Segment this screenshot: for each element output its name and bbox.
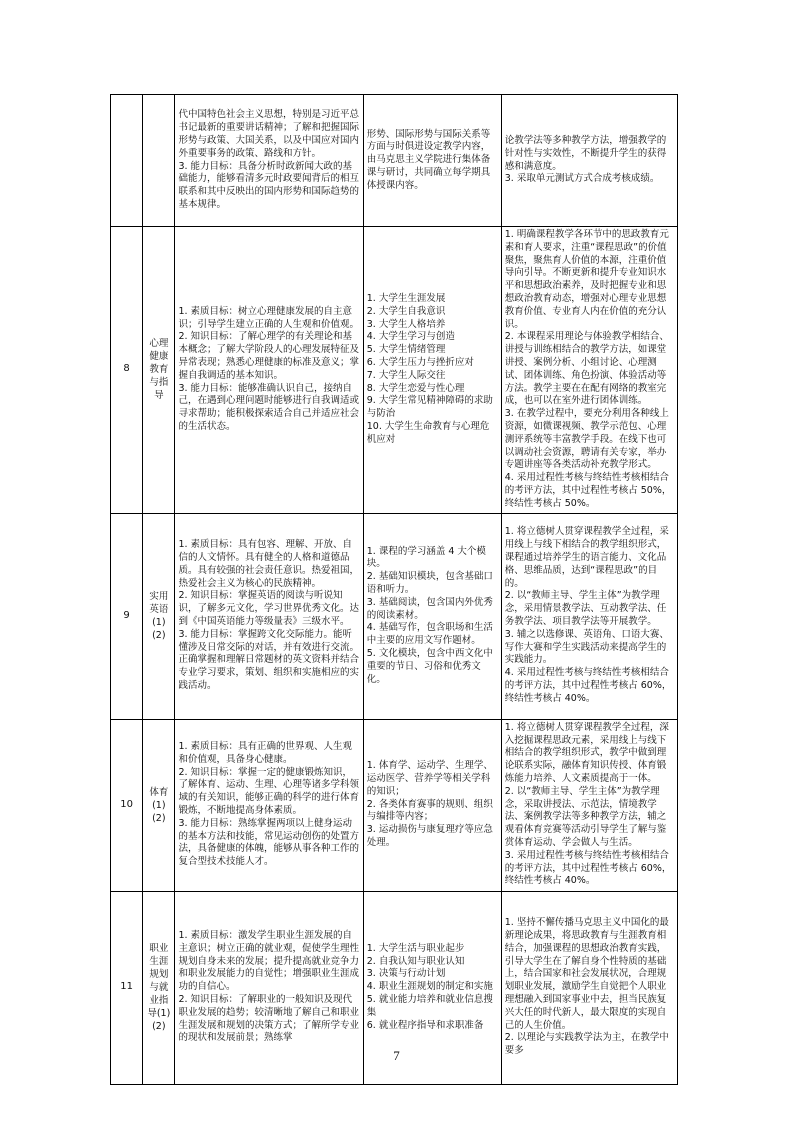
course-name-cell: 心理健康教育与指导	[143, 227, 175, 514]
course-content-item: 3. 运动损伤与康复理疗等应急处理。	[366, 824, 493, 849]
course-goal-item: 2. 知识目标：了解心理学的有关理论和基本概念；了解大学阶段人的心理发展特征及异常表现；熟悉心理健康的标准及意义；掌握自我调适的基本知识。	[178, 331, 359, 381]
course-goal-item: 3. 能力目标：具备分析时政新闻大政的基础能力，能够看清多元时政要闻背后的相互联系和其中反映出的国内形势和国际趋势的基本规律。	[178, 160, 359, 210]
course-content-cell	[363, 227, 501, 514]
course-method-item: 3. 采用过程性考核与终结性考核相结合的考评方法，其中过程性考核占 60%，终结性考核占 40%。	[504, 849, 672, 887]
course-goal-cell	[175, 513, 363, 719]
course-goal-cell	[175, 95, 363, 227]
course-goal-item: 2. 知识目标：掌握英语的阅读与听说知识，了解多元文化，学习世界优秀文化。达到《中国英语能力等级量表》三级水平。	[178, 590, 359, 628]
course-goal-cell	[175, 227, 363, 514]
table-row	[111, 95, 678, 227]
course-content-item: 6. 就业程序指导和求职准备	[366, 1019, 484, 1031]
course-table	[110, 94, 678, 1085]
table-body	[111, 95, 678, 1085]
course-content-item: 5. 就业能力培养和就业信息搜集	[366, 993, 493, 1018]
course-method-cell	[501, 95, 677, 227]
course-content-cell	[363, 719, 501, 891]
row-number-cell	[111, 95, 143, 227]
course-name-cell: 职业生涯规划与就业指导(1)(2)	[143, 891, 175, 1084]
course-content-item: 1. 大学生生涯发展	[366, 292, 446, 304]
course-method-cell	[501, 719, 677, 891]
course-content-item: 5. 大学生情绪管理	[366, 344, 446, 356]
course-goal-item: 3. 能力目标：熟练掌握两项以上健身运动的基本方法和技能，常见运动创伤的处置方法，具备健康的体魄，能够从事各种工作的复合型技术技能人才。	[178, 817, 359, 868]
row-number-cell: 9	[111, 513, 143, 719]
course-name-cell	[143, 95, 175, 227]
course-method-item: 3. 采取单元测试方式合成考核成绩。	[504, 173, 660, 185]
course-method-item: 4. 采用过程性考核与终结性考核相结合的考评方法，其中过程性考核占 60%，终结性考核占 40%。	[504, 667, 672, 704]
course-method-item: 3. 辅之以选修课、英语角、口语大赛、写作大赛和学生实践活动来提高学生的实践能力。	[504, 628, 669, 666]
course-method-item: 4. 采用过程性考核与终结性考核相结合的考评方法，其中过程性考核占 50%，终结性考核占 50%。	[504, 472, 672, 509]
course-method-item: 2. 本课程采用理论与体验教学相结合、讲授与训练相结合的教学方法，如课堂讲授、案例分析、小组讨论、心理测试、团体训练、角色扮演、体验活动等方法。教学主要在在配有网络的教室完成，也可以在室外进行团体训练。	[504, 331, 669, 407]
course-content-item: 4. 基础写作，包含职场和生活中主要的应用文写作题材。	[366, 622, 493, 647]
course-goal-item: 1. 素质目标：具有正确的世界观、人生观和价值观，具备身心健康。	[178, 741, 353, 765]
course-content-item: 9. 大学生常见精神障碍的求助与防治	[366, 395, 493, 420]
row-number-cell: 10	[111, 719, 143, 891]
course-content-cell	[363, 513, 501, 719]
page-number: 7	[393, 1048, 400, 1063]
course-content-item: 7. 大学生人际交往	[366, 369, 446, 381]
course-content-item: 1. 体育学、运动学、生理学、运动医学、营养学等相关学科的知识；	[366, 760, 493, 797]
table-row	[111, 227, 678, 514]
course-content-item: 1. 课程的学习涵盖 4 大个模块。	[366, 545, 486, 570]
course-method-item: 1. 将立德树人贯穿课程教学全过程，采用线上与线下相结合的教学组织形式，课程通过培养学生的语言能力、文化品格、思维品质，达到“课程思政”的目的。	[504, 526, 669, 589]
course-content-item: 5. 文化模块，包含中西文化中重要的节日、习俗和优秀文化。	[366, 648, 493, 685]
table-row	[111, 719, 678, 891]
row-number-cell: 8	[111, 227, 143, 514]
course-content-item: 2. 各类体育赛事的规则、组织与编排等内容；	[366, 798, 493, 823]
course-method-cell	[501, 227, 677, 514]
course-method-item: 3. 在教学过程中，要充分利用各种线上资源，如微课视频、教学示范包、心理测评系统等丰富教学手段。在线下也可以调动社会资源，聘请有关专家，举办专题讲座等各类活动补充教学形式。	[504, 408, 669, 471]
course-goal-item: 3. 能力目标：能够准确认识自己，接纳自己，在遇到心理问题时能够进行自我调适或寻求帮助；能积极探索适合自己并适应社会的生活状态。	[178, 382, 359, 432]
row-number-cell: 11	[111, 891, 143, 1084]
course-content-item: 10. 大学生生命教育与心理危机应对	[366, 420, 490, 445]
course-content-item: 3. 决策与行动计划	[366, 968, 446, 980]
course-method-item: 2. 以“教师主导、学生主体”为教学理念，采用情景教学法、互动教学法、任务教学法、项目教学法等开展教学。	[504, 590, 667, 628]
course-method-item: 1. 明确课程教学各环节中的思政教育元素和育人要求，注重“课程思政”的价值聚焦，聚焦育人价值的本源，注重价值导向引导。不断更新和提升专业知识水平和思想政治素养，及时把握专业和思想政治教育动态，增强对心理专业思想教育价值、专业育人内在价值的充分认识。	[504, 229, 669, 330]
course-content-item: 2. 大学生自我意识	[366, 305, 446, 317]
course-method-item: 论教学法等多种教学方法，增强教学的针对性与实效性，不断提升学生的获得感和满意度。	[504, 134, 667, 172]
table-row	[111, 513, 678, 719]
course-method-item: 1. 将立德树人贯穿课程教学全过程，深入挖掘课程思政元素，采用线上与线下相结合的教学组织形式，教学中做到理论联系实际，融体育知识传授、体育锻炼能力培养、人文素质提高于一体。	[504, 721, 669, 785]
course-goal-item: 2. 知识目标：了解职业的一般知识及现代职业发展的趋势；较清晰地了解自己和职业生涯发展和规划的决策方式；了解所学专业的现状和发展前景；熟练掌	[178, 993, 359, 1044]
course-method-item: 2. 以理论与实践教学法为主，在教学中要多	[504, 1032, 669, 1057]
course-content-item: 1. 大学生活与职业起步	[366, 942, 465, 954]
course-content-item: 3. 基础阅读，包含国内外优秀的阅读素材。	[366, 596, 493, 621]
course-content-item: 4. 大学生学习与创造	[366, 331, 455, 343]
course-goal-item: 2. 知识目标：掌握一定的健康锻炼知识，了解体育、运动、生理、心理等诸多学科领域的有关知识，能够正确的科学的进行体育锻炼，不断地提高身体素质。	[178, 766, 359, 817]
course-content-item: 2. 自我认知与职业认知	[366, 955, 465, 967]
course-content-cell	[363, 95, 501, 227]
course-content-item: 4. 职业生涯规划的制定和实施	[366, 981, 493, 993]
course-method-item: 1. 坚持不懈传播马克思主义中国化的最新理论成果，将思政教育与生涯教育相结合，加强课程的思想政治教育实践，引导大学生在了解自身个性特质的基础上，结合国家和社会发展状况，合理规划职业发展，激励学生自觉把个人职业理想融入到国家事业中去，担当民族复兴大任的时代新人，最大限度的实现自己的人生价值。	[504, 917, 669, 1031]
course-method-cell	[501, 513, 677, 719]
course-goal-item: 1. 素质目标：激发学生职业生涯发展的自主意识；树立正确的就业观，促使学生理性规划自身未来的发展；提升提高就业竞争力和职业发展能力的自觉性；增强职业生涯成功的自信心。	[178, 929, 359, 993]
course-goal-cell	[175, 719, 363, 891]
course-goal-item: 3. 能力目标：掌握跨文化交际能力。能听懂涉及日常交际的对话，并有效进行交流。正确掌握和理解日常题材的英文资料并结合专业学习要求，策划、组织和实施相应的实践活动。	[178, 628, 359, 692]
course-goal-item: 1. 素质目标：树立心理健康发展的自主意识；引导学生建立正确的人生观和价值观。	[178, 305, 359, 330]
course-content-item: 形势、国际形势与国际关系等方面与时俱进设定教学内容，由马克思主义学院进行集体备课与研讨，共同确立每学期具体授课内容。	[366, 128, 491, 191]
course-goal-item: 代中国特色社会主义思想，特别是习近平总书记最新的重要讲话精神；了解和把握国际形势与政策、大国关系，以及中国应对国内外重要事务的政策、路线和方针。	[178, 109, 359, 159]
course-name-cell: 体育(1)(2)	[143, 719, 175, 891]
course-goal-item: 1. 素质目标：具有包容、理解、开放、自信的人文情怀。具有健全的人格和道德品质。具有较强的社会责任意识。热爱祖国，热爱社会主义为核心的民族精神。	[178, 539, 359, 589]
course-content-item: 8. 大学生恋爱与性心理	[366, 382, 465, 394]
course-method-item: 2. 以“教师主导、学生主体”为教学理念，采取讲授法、示范法，情境教学法、案例教学法等多种教学方法，辅之观看体育竞赛等活动引导学生了解与鉴赏体育运动、学会做人与生活。	[504, 785, 667, 849]
course-content-item: 2. 基础知识模块，包含基础口语和听力。	[366, 571, 493, 596]
course-content-item: 3. 大学生人格培养	[366, 318, 446, 330]
course-content-item: 6. 大学生压力与挫折应对	[366, 356, 474, 368]
course-name-cell: 实用英语(1)(2)	[143, 513, 175, 719]
